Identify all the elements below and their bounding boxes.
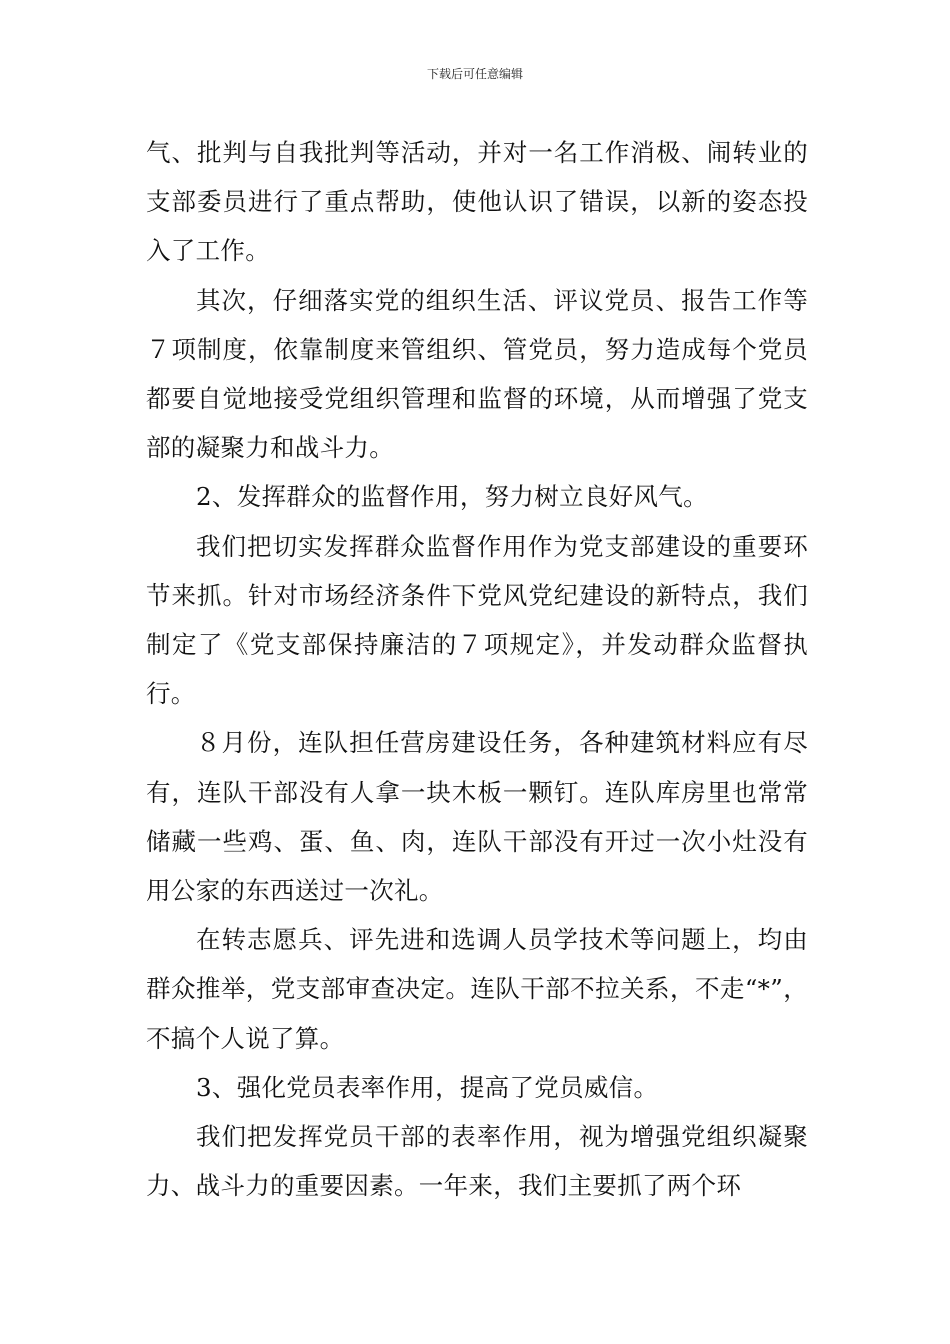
document-body — [146, 128, 808, 1210]
paragraph-3: 我们把切实发挥群众监督作用作为党支部建设的重要环节来抓。针对市场经济条件下党风党纪建设的新特点，我们制定了《党支部保持廉洁的７项规定》，并发动群众监督执行。 — [146, 531, 808, 709]
paragraph-4: ８月份，连队担任营房建设任务，各种建筑材料应有尽有，连队干部没有人拿一块木板一颗钉。连队库房里也常常储藏一些鸡、蛋、鱼、肉，连队干部没有开过一次小灶没有用公家的东西送过一次礼。 — [146, 728, 808, 906]
paragraph-6: 我们把发挥党员干部的表率作用，视为增强党组织凝聚力、战斗力的重要因素。一年来，我们主要抓了两个环 — [146, 1122, 808, 1201]
section-heading-3: 3、强化党员表率作用，提高了党员威信。 — [196, 1072, 659, 1102]
paragraph-2: 其次，仔细落实党的组织生活、评议党员、报告工作等７项制度，依靠制度来管组织、管党员，努力造成每个党员都要自觉地接受党组织管理和监督的环境，从而增强了党支部的凝聚力和战斗力。 — [146, 285, 808, 463]
paragraph-1: 气、批判与自我批判等活动，并对一名工作消极、闹转业的支部委员进行了重点帮助，使他认识了错误，以新的姿态投入了工作。 — [146, 138, 808, 266]
paragraph-5: 在转志愿兵、评先进和选调人员学技术等问题上，均由群众推举，党支部审查决定。连队干部不拉关系，不走“*”，不搞个人说了算。 — [146, 925, 808, 1053]
section-heading-2: 2、发挥群众的监督作用，努力树立良好风气。 — [196, 482, 708, 512]
page-header: 下载后可任意编辑 — [426, 67, 523, 81]
